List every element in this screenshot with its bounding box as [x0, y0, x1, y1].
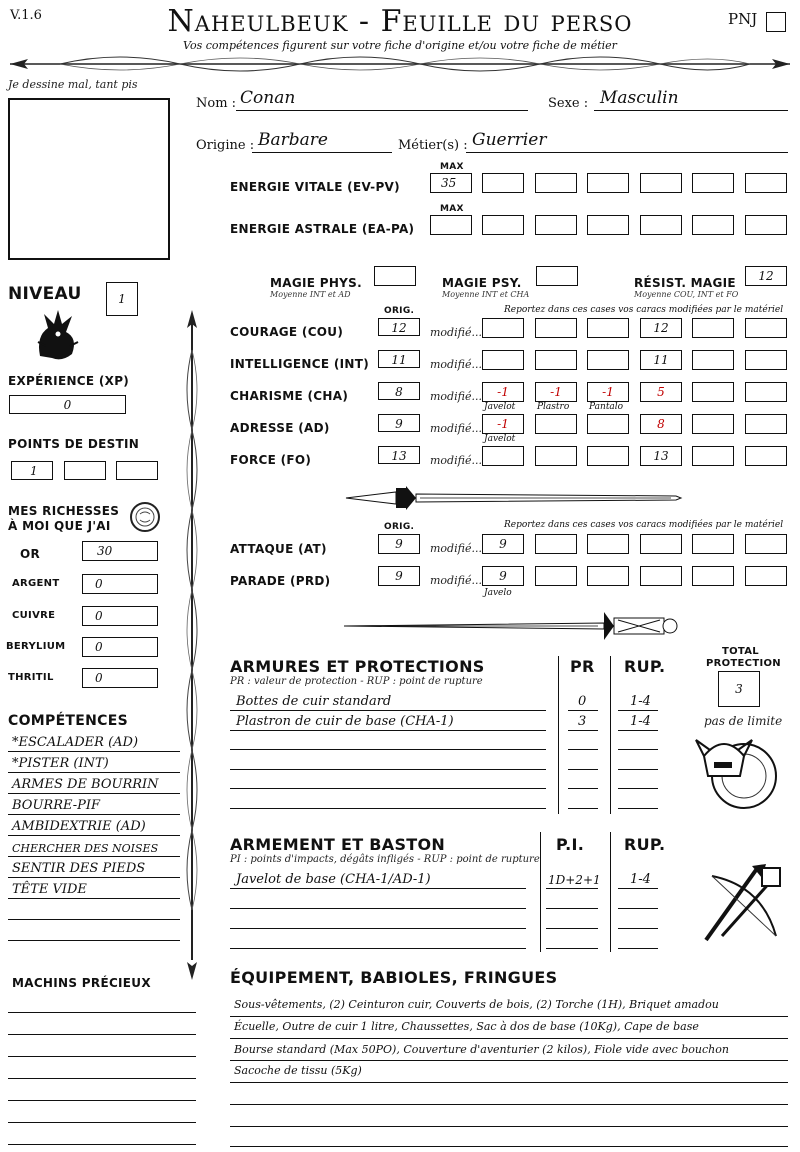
magie-psy-label: MAGIE PSY. — [442, 276, 522, 290]
xp-value[interactable]: 0 — [9, 395, 126, 414]
armor-pr-line — [568, 710, 598, 711]
stat-label: ADRESSE (AD) — [230, 421, 330, 435]
niveau-value[interactable]: 1 — [106, 282, 138, 316]
pnj-checkbox[interactable] — [766, 12, 786, 32]
nom-label: Nom : — [196, 96, 237, 111]
origine-underline — [252, 152, 392, 153]
competence-line — [8, 751, 180, 752]
total-protection-value[interactable]: 3 — [718, 671, 760, 707]
equipment-line[interactable]: Écuelle, Outre de cuir 1 litre, Chaussettes, Sac à dos de base (10Kg), Cape de base — [234, 1020, 699, 1033]
armor-item-pr[interactable]: 0 — [578, 694, 587, 709]
competence-line — [8, 772, 180, 773]
combat-mod-box[interactable] — [587, 566, 629, 586]
weapon-item-name[interactable]: Javelot de base (CHA-1/AD-1) — [236, 872, 431, 887]
combat-mod-box[interactable] — [535, 534, 577, 554]
stat-mod-box[interactable] — [535, 350, 577, 370]
competence-line — [8, 793, 180, 794]
stat-mod-box[interactable] — [745, 382, 787, 402]
ev-box[interactable] — [587, 173, 629, 193]
stat-label: FORCE (FO) — [230, 453, 312, 467]
armor-pr-line — [568, 808, 598, 809]
stat-mod-box[interactable] — [535, 414, 577, 434]
armor-col-divider — [558, 656, 559, 814]
stat-modifie-label: modifié... — [430, 390, 482, 403]
equipment-rule — [230, 1038, 788, 1039]
weapons-rup-header: RUP. — [624, 835, 666, 854]
armor-title: ARMURES ET PROTECTIONS — [230, 657, 485, 676]
armor-rup-line — [618, 808, 658, 809]
stat-mod-box[interactable]: -1 — [482, 414, 524, 434]
weapons-pi-header: P.I. — [556, 835, 585, 854]
armor-sub: PR : valeur de protection - RUP : point de rupture — [230, 676, 483, 687]
ea-box[interactable] — [587, 215, 629, 235]
weapon-item-pi[interactable]: 1D+2+1 — [548, 873, 601, 887]
competence-item[interactable]: CHERCHER DES NOISES — [12, 842, 159, 855]
combat-mod-box[interactable]: 9 — [482, 534, 524, 554]
stat-orig-value[interactable]: 13 — [378, 446, 420, 464]
stat-mod-box[interactable] — [535, 446, 577, 466]
stat-mod-box[interactable]: 8 — [640, 414, 682, 434]
weapon-rup-line — [618, 948, 658, 949]
weapon-pi-line — [546, 908, 598, 909]
ornamental-spear-divider — [0, 50, 800, 80]
stat-mod-box[interactable]: -1 — [482, 382, 524, 402]
ea-label: ENERGIE ASTRALE (EA-PA) — [230, 222, 415, 236]
weapons-col-divider — [540, 832, 541, 952]
ea-box[interactable] — [482, 215, 524, 235]
stat-mod-box[interactable]: 12 — [640, 318, 682, 338]
precieux-line — [8, 1056, 196, 1057]
precieux-line — [8, 1078, 196, 1079]
destin-value[interactable]: 1 — [11, 461, 53, 480]
combat-mod-box[interactable] — [640, 534, 682, 554]
competence-item[interactable]: *ESCALADER (AD) — [12, 735, 139, 750]
stat-mod-box[interactable] — [745, 446, 787, 466]
total-protection-label-1: TOTAL — [722, 646, 759, 657]
stat-mod-box[interactable] — [745, 414, 787, 434]
stat-mod-note: Javelot — [484, 402, 516, 412]
combat-orig-value[interactable]: 9 — [378, 534, 420, 554]
weapon-pi-line — [546, 928, 598, 929]
weapons-title: ARMEMENT ET BASTON — [230, 835, 446, 854]
argent-label: ARGENT — [12, 578, 60, 589]
combat-modifie-label: modifié... — [430, 574, 482, 587]
competence-item[interactable]: ARMES DE BOURRIN — [12, 777, 159, 792]
armor-pr-line — [568, 730, 598, 731]
pnj-label: PNJ — [728, 10, 758, 28]
pas-de-limite-note: pas de limite — [704, 714, 783, 728]
armor-rup-line — [618, 730, 658, 731]
nom-value[interactable]: Conan — [240, 88, 296, 108]
competence-item[interactable]: *PISTER (INT) — [12, 756, 109, 771]
thritil-label: THRITIL — [8, 672, 54, 683]
stat-mod-box[interactable]: 11 — [640, 350, 682, 370]
stat-mod-box[interactable]: 13 — [640, 446, 682, 466]
armor-row-line — [230, 749, 546, 750]
magie-psy-sub: Moyenne INT et CHA — [442, 290, 530, 299]
ev-max-value[interactable]: 35 — [430, 173, 472, 193]
equipment-line[interactable]: Sacoche de tissu (5Kg) — [234, 1064, 362, 1077]
stat-label: COURAGE (COU) — [230, 325, 344, 339]
stat-mod-box[interactable] — [482, 318, 524, 338]
ev-box[interactable] — [640, 173, 682, 193]
equipment-rule — [230, 1082, 788, 1083]
competence-line — [8, 919, 180, 920]
dragon-icon — [32, 306, 80, 362]
sword-divider-icon — [340, 606, 684, 646]
stat-mod-box[interactable] — [482, 446, 524, 466]
armor-row-line — [230, 730, 546, 731]
armor-row-line — [230, 788, 546, 789]
ev-max-label: MAX — [440, 162, 464, 172]
resist-magie-value[interactable]: 12 — [745, 266, 787, 286]
stat-mod-note: Pantalo — [589, 402, 624, 412]
total-protection-label-2: PROTECTION — [706, 658, 781, 669]
combat-modifie-label: modifié... — [430, 542, 482, 555]
armor-rup-line — [618, 710, 658, 711]
metier-underline — [466, 152, 788, 153]
stat-label: CHARISME (CHA) — [230, 389, 349, 403]
equipment-rule — [230, 1016, 788, 1017]
magie-psy-value[interactable] — [536, 266, 578, 286]
precieux-title: MACHINS PRÉCIEUX — [12, 976, 151, 990]
weapon-pi-line — [546, 888, 598, 889]
combat-mod-box[interactable] — [535, 566, 577, 586]
competence-line — [8, 940, 180, 941]
competence-line — [8, 856, 180, 857]
or-value[interactable]: 30 — [82, 541, 158, 561]
metier-value[interactable]: Guerrier — [472, 130, 547, 150]
weapon-row-line — [230, 948, 526, 949]
armor-row-line — [230, 710, 546, 711]
weapon-rup-line — [618, 888, 658, 889]
weapon-row-line — [230, 908, 526, 909]
precieux-line — [8, 1034, 196, 1035]
page-subtitle: Vos compétences figurent sur votre fiche d'origine et/ou votre fiche de métier — [183, 39, 617, 52]
combat-mod-box[interactable]: 9 — [482, 566, 524, 586]
competence-line — [8, 814, 180, 815]
combat-mod-note: Javelo — [484, 588, 512, 598]
armor-item-name[interactable]: Plastron de cuir de base (CHA-1) — [236, 713, 454, 729]
combat-mod-box[interactable] — [640, 566, 682, 586]
armor-pr-line — [568, 769, 598, 770]
weapon-rup-line — [618, 908, 658, 909]
ea-box[interactable] — [535, 215, 577, 235]
weapons-sub: PI : points d'impacts, dégâts infligés - RUP : point de rupture — [230, 854, 540, 865]
competence-line — [8, 877, 180, 878]
stat-mod-box[interactable]: 5 — [640, 382, 682, 402]
nom-underline — [236, 110, 528, 111]
metier-label: Métier(s) : — [398, 138, 468, 153]
precieux-line — [8, 1012, 196, 1013]
destin-label: POINTS DE DESTIN — [8, 437, 140, 451]
stat-orig-value[interactable]: 8 — [378, 382, 420, 400]
equipment-title: ÉQUIPEMENT, BABIOLES, FRINGUES — [230, 968, 558, 987]
niveau-label: NIVEAU — [8, 284, 82, 304]
equipment-rule — [230, 1104, 788, 1105]
combat-label: PARADE (PRD) — [230, 574, 331, 588]
equipment-rule — [230, 1126, 788, 1127]
armor-row-line — [230, 808, 546, 809]
stat-mod-box[interactable] — [535, 318, 577, 338]
ea-box[interactable] — [692, 215, 734, 235]
version-label: V.1.6 — [10, 8, 42, 23]
competences-title: COMPÉTENCES — [8, 713, 128, 729]
berylium-label: BERYLIUM — [6, 641, 66, 652]
richesses-label-1: MES RICHESSES — [8, 504, 120, 518]
stat-mod-box[interactable]: -1 — [587, 382, 629, 402]
destin-value[interactable] — [116, 461, 158, 480]
armor-item-rup[interactable]: 1-4 — [630, 713, 651, 729]
stat-mod-box[interactable] — [745, 350, 787, 370]
weapon-pi-line — [546, 948, 598, 949]
precieux-line — [8, 1122, 196, 1123]
armor-rup-line — [618, 749, 658, 750]
stat-mod-box[interactable] — [692, 382, 734, 402]
precieux-line — [8, 1100, 196, 1101]
stat-orig-value[interactable]: 12 — [378, 318, 420, 336]
ev-box[interactable] — [482, 173, 524, 193]
armor-item-pr[interactable]: 3 — [578, 713, 587, 729]
stat-mod-box[interactable] — [692, 414, 734, 434]
ornamental-spear-vertical — [180, 310, 204, 982]
or-label: OR — [20, 547, 41, 561]
armor-rup-line — [618, 788, 658, 789]
weapon-row-line — [230, 888, 526, 889]
stat-mod-note: Plastro — [537, 402, 570, 412]
armor-item-rup[interactable]: 1-4 — [630, 694, 651, 709]
sexe-label: Sexe : — [548, 96, 589, 111]
sexe-value[interactable]: Masculin — [600, 88, 679, 108]
resist-magie-label: RÉSIST. MAGIE — [634, 276, 736, 290]
resist-magie-sub: Moyenne COU, INT et FO — [634, 290, 739, 299]
stat-mod-box[interactable] — [587, 446, 629, 466]
helmet-shield-icon — [694, 726, 784, 812]
magie-phys-sub: Moyenne INT et AD — [270, 290, 351, 299]
stat-mod-box[interactable] — [587, 414, 629, 434]
competence-line — [8, 835, 180, 836]
competence-item[interactable]: BOURRE-PIF — [12, 798, 101, 813]
origine-value[interactable]: Barbare — [258, 130, 328, 150]
orig-label: ORIG. — [384, 306, 415, 316]
armor-row-line — [230, 769, 546, 770]
combat-orig-value[interactable]: 9 — [378, 566, 420, 586]
combat-mod-box[interactable] — [692, 534, 734, 554]
crossed-weapons-icon — [692, 856, 788, 952]
stat-orig-value[interactable]: 11 — [378, 350, 420, 368]
armor-item-name[interactable]: Bottes de cuir standard — [236, 694, 392, 709]
combat-mod-box[interactable] — [692, 566, 734, 586]
ev-box[interactable] — [745, 173, 787, 193]
stat-mod-box[interactable] — [587, 350, 629, 370]
ea-box[interactable] — [745, 215, 787, 235]
sword-divider-icon — [336, 478, 686, 518]
magie-phys-value[interactable] — [374, 266, 416, 286]
stat-mod-box[interactable] — [692, 350, 734, 370]
competence-item[interactable]: TÊTE VIDE — [12, 882, 87, 897]
portrait-frame[interactable] — [8, 98, 170, 260]
armor-pr-header: PR — [570, 657, 595, 676]
combat-mod-box[interactable] — [745, 566, 787, 586]
stat-mod-box[interactable] — [692, 446, 734, 466]
argent-value[interactable]: 0 — [82, 574, 158, 594]
equipment-line[interactable]: Bourse standard (Max 50PO), Couverture d'aventurier (2 kilos), Fiole vide avec bouchon — [234, 1043, 729, 1056]
xp-label: EXPÉRIENCE (XP) — [8, 374, 130, 388]
armor-pr-line — [568, 788, 598, 789]
weapon-rup-line — [618, 928, 658, 929]
armor-col-divider — [610, 656, 611, 814]
combat-label: ATTAQUE (AT) — [230, 542, 327, 556]
ev-label: ENERGIE VITALE (EV-PV) — [230, 180, 400, 194]
portrait-caption: Je dessine mal, tant pis — [8, 78, 138, 91]
stat-modifie-label: modifié... — [430, 358, 482, 371]
ea-max-label: MAX — [440, 204, 464, 214]
equipment-line[interactable]: Sous-vêtements, (2) Ceinturon cuir, Couverts de bois, (2) Torche (1H), Briquet amadou — [234, 998, 719, 1011]
stat-mod-box[interactable]: -1 — [535, 382, 577, 402]
combat-note: Reportez dans ces cases vos caracs modifiées par le matériel — [504, 520, 784, 530]
ea-box[interactable] — [640, 215, 682, 235]
magie-phys-label: MAGIE PHYS. — [270, 276, 362, 290]
cuivre-label: CUIVRE — [12, 610, 56, 621]
berylium-value[interactable]: 0 — [82, 637, 158, 657]
precieux-line — [8, 1144, 196, 1145]
competence-item[interactable]: SENTIR DES PIEDS — [12, 861, 146, 876]
origine-label: Origine : — [196, 138, 255, 153]
weapon-item-rup[interactable]: 1-4 — [630, 872, 651, 887]
combat-orig-label: ORIG. — [384, 522, 415, 532]
stat-mod-note: Javelot — [484, 434, 516, 444]
combat-mod-box[interactable] — [587, 534, 629, 554]
ea-max-value[interactable] — [430, 215, 472, 235]
stat-label: INTELLIGENCE (INT) — [230, 357, 369, 371]
ev-box[interactable] — [535, 173, 577, 193]
stat-mod-box[interactable] — [587, 318, 629, 338]
stat-mod-box[interactable] — [692, 318, 734, 338]
armor-pr-line — [568, 749, 598, 750]
stat-orig-value[interactable]: 9 — [378, 414, 420, 432]
destin-value[interactable] — [64, 461, 106, 480]
equipment-rule — [230, 1146, 788, 1147]
stat-modifie-label: modifié... — [430, 454, 482, 467]
combat-mod-box[interactable] — [745, 534, 787, 554]
weapon-row-line — [230, 928, 526, 929]
weapons-col-divider — [610, 832, 611, 952]
competence-line — [8, 898, 180, 899]
cuivre-value[interactable]: 0 — [82, 606, 158, 626]
stat-mod-box[interactable] — [482, 350, 524, 370]
thritil-value[interactable]: 0 — [82, 668, 158, 688]
stat-modifie-label: modifié... — [430, 422, 482, 435]
armor-rup-line — [618, 769, 658, 770]
stats-note: Reportez dans ces cases vos caracs modifiées par le matériel — [504, 305, 784, 315]
armor-rup-header: RUP. — [624, 657, 666, 676]
page-title: Naheulbeuk - Feuille du perso — [167, 4, 633, 39]
equipment-rule — [230, 1060, 788, 1061]
richesses-label-2: À MOI QUE J'AI — [8, 519, 111, 533]
stat-mod-box[interactable] — [745, 318, 787, 338]
sexe-underline — [594, 110, 788, 111]
competence-item[interactable]: AMBIDEXTRIE (AD) — [12, 819, 146, 834]
stat-modifie-label: modifié... — [430, 326, 482, 339]
ev-box[interactable] — [692, 173, 734, 193]
coin-icon — [128, 500, 162, 534]
